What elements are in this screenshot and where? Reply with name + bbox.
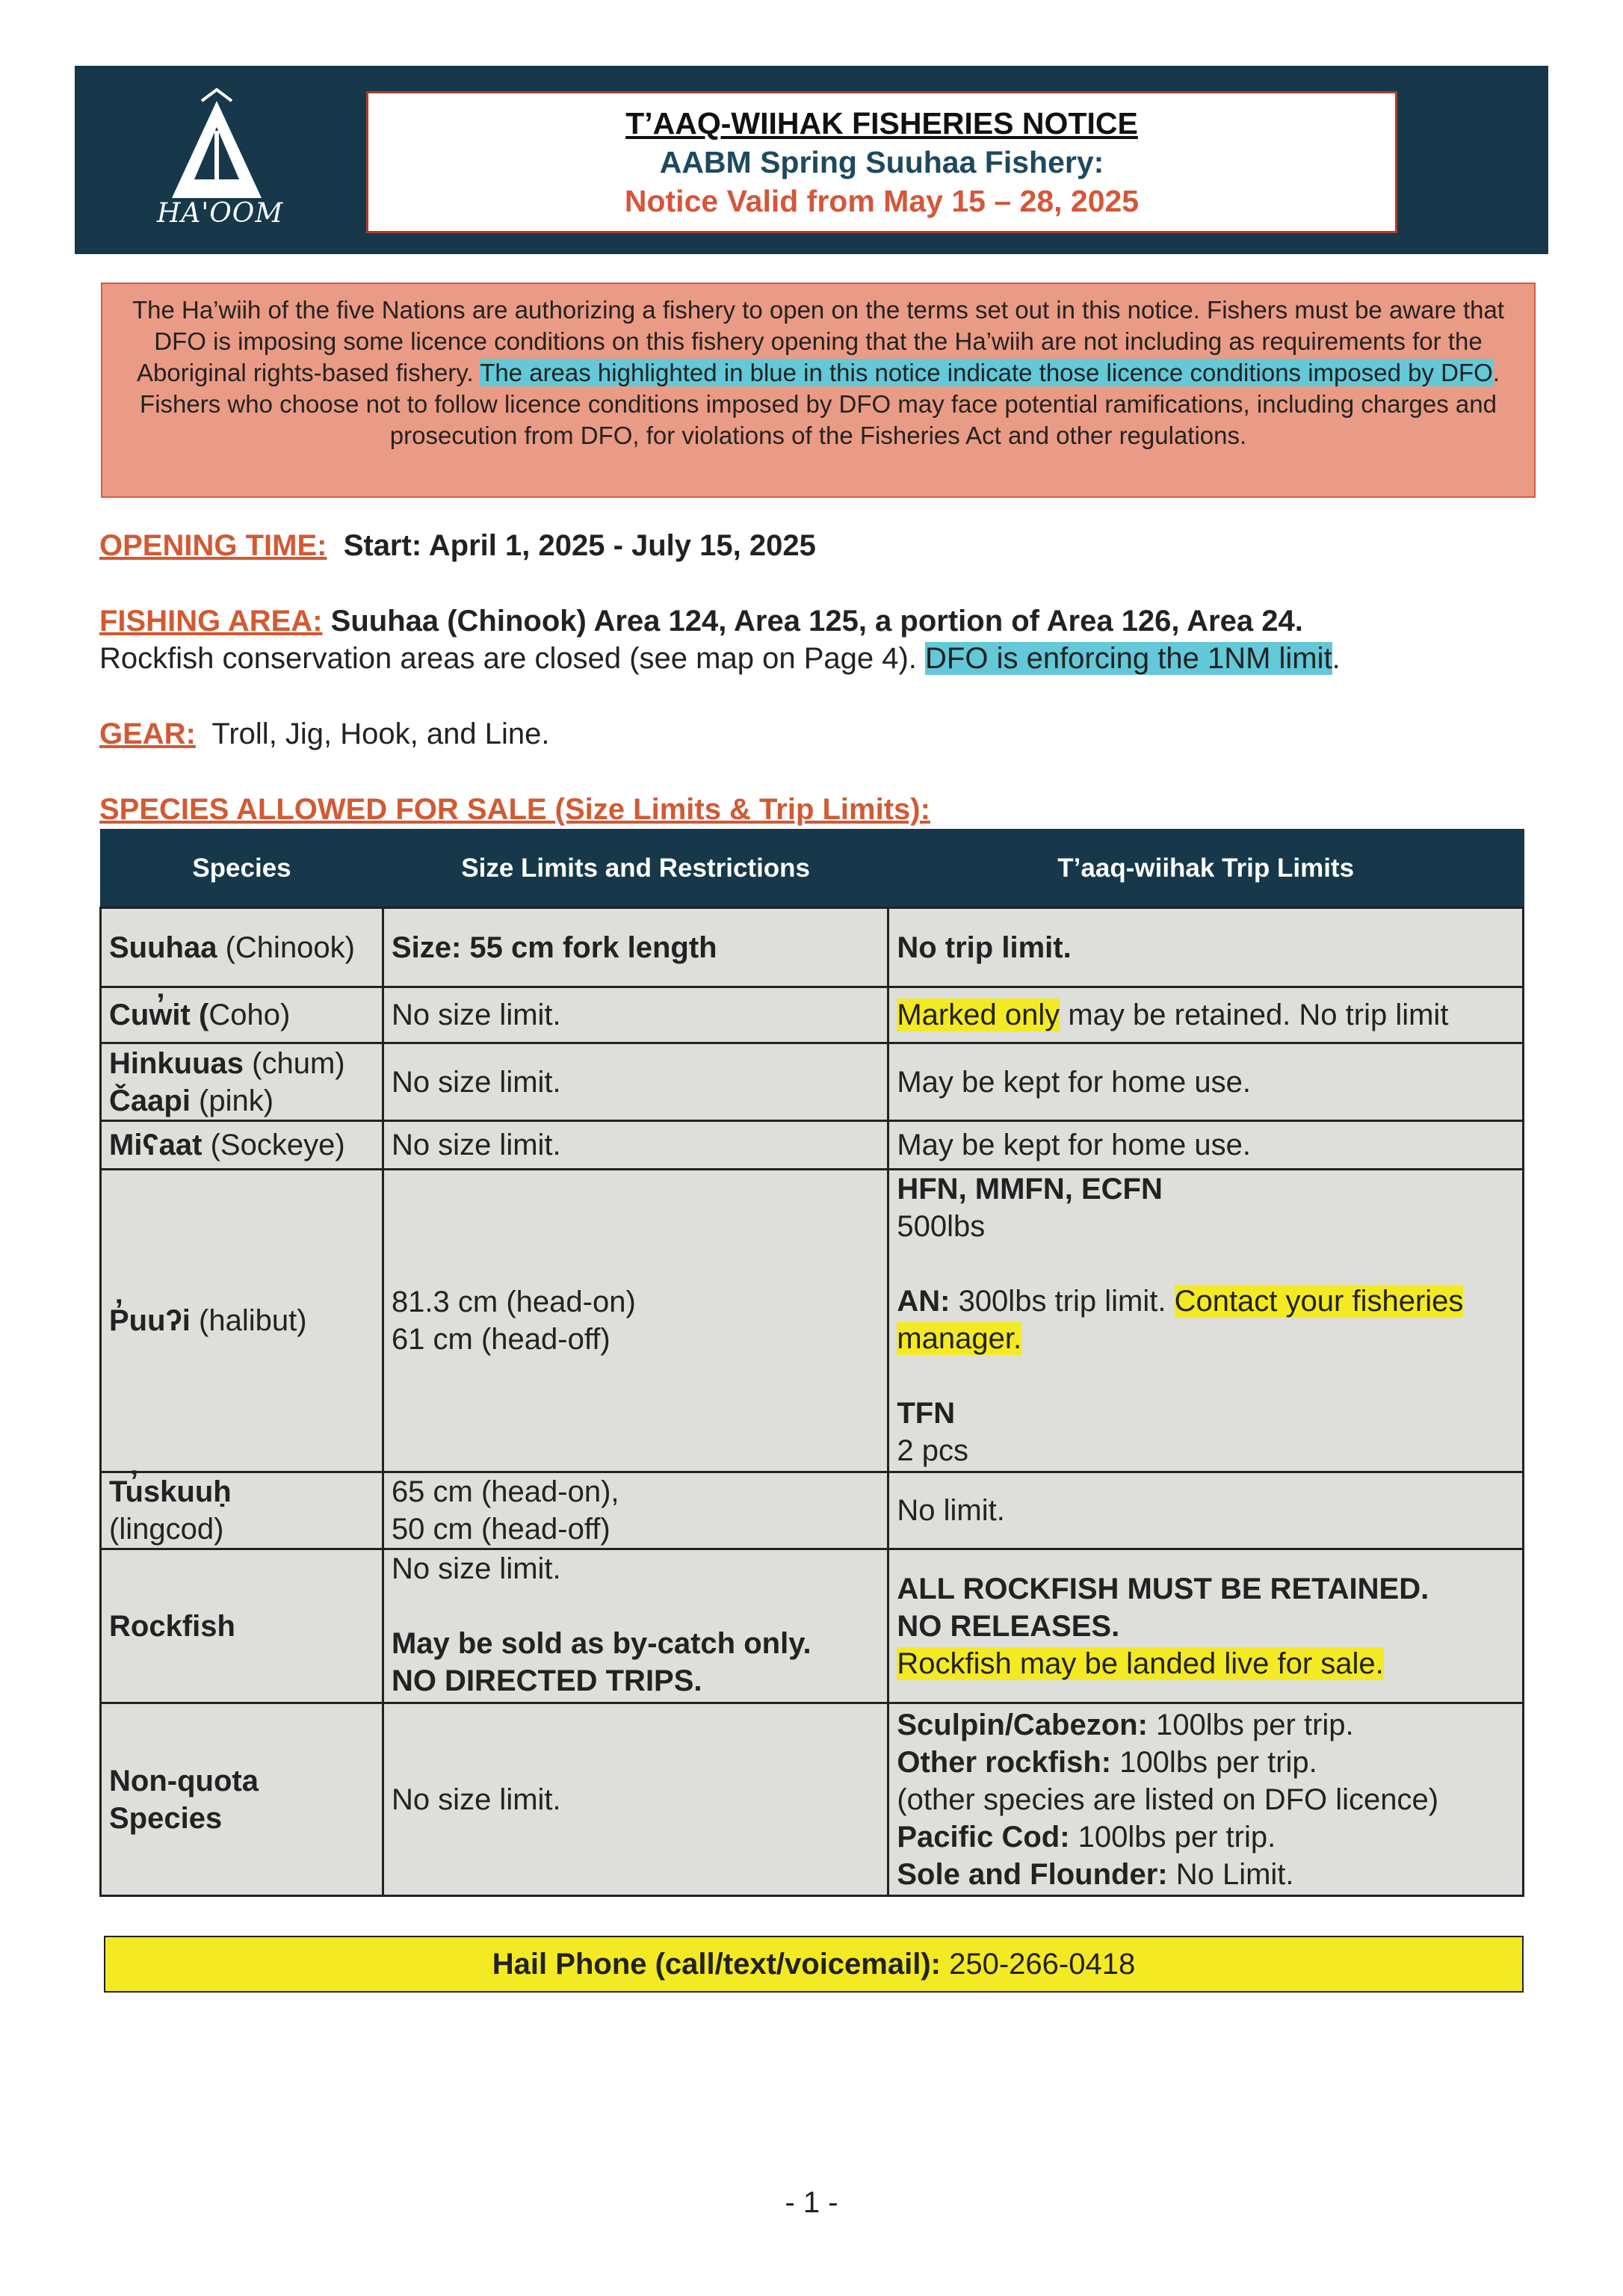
hail-phone-box — [104, 1936, 1524, 1993]
table-row — [101, 1703, 1524, 1896]
trip-limit: 100lbs per trip. — [1147, 1708, 1354, 1741]
area-value: Suuhaa (Chinook) Area 124, Area 125, a portion of Area 126, Area 24. — [330, 605, 1303, 638]
size-limit: 65 cm (head-on), — [391, 1475, 619, 1508]
trip-highlight: Marked only — [897, 999, 1060, 1031]
notice-title-box — [366, 91, 1397, 233]
size-limit: 81.3 cm (head-on) — [391, 1286, 636, 1318]
gear-label: GEAR: — [99, 718, 196, 750]
trip-species-label: Pacific Cod: — [897, 1820, 1070, 1854]
size-limit: No size limit. — [383, 1043, 888, 1121]
size-limit: No size limit. — [391, 1552, 561, 1585]
size-limit: 50 cm (head-off) — [391, 1513, 610, 1546]
intro-text-a: The Ha’wiih of the five Nations are authorizing a fishery to open on the terms set out in this notice. Fishers must be aware that DFO is imposing some licence conditions on this fishery opening that the Ha’wiih are not including as requirements for the Aboriginal rights-based fishery. — [132, 296, 1505, 386]
area-line2: Rockfish conservation areas are closed (see map on Page 4). — [99, 642, 926, 675]
haoom-logo-icon — [157, 86, 284, 235]
opening-time — [99, 527, 816, 564]
trip-limit: 300lbs trip limit. — [950, 1285, 1175, 1318]
species-name: Čaapi — [109, 1084, 191, 1117]
trip-limit: May be kept for home use. — [888, 1043, 1524, 1121]
trip-limit: ALL ROCKFISH MUST BE RETAINED. — [897, 1572, 1429, 1605]
species-heading — [99, 791, 930, 828]
table-row — [101, 1472, 1524, 1549]
species-name: Cuw̓it ( — [109, 999, 209, 1031]
species-common: (Sockeye) — [202, 1129, 345, 1161]
species-name: Rockfish — [101, 1549, 383, 1703]
trip-limit: 500lbs — [897, 1210, 986, 1243]
notice-title: T’AAQ-WIIHAK FISHERIES NOTICE — [625, 106, 1138, 141]
trip-nation-label: TFN — [897, 1397, 956, 1430]
trip-highlight: Contact your fisheries manager. — [897, 1285, 1464, 1355]
species-name: Miʕaat — [109, 1129, 203, 1161]
opening-value: Start: April 1, 2025 - July 15, 2025 — [343, 529, 816, 562]
area-blue-highlight: DFO is enforcing the 1NM limit — [925, 642, 1332, 675]
size-limit: No size limit. — [383, 987, 888, 1043]
table-row — [101, 987, 1524, 1043]
trip-limit: 100lbs per trip. — [1111, 1745, 1317, 1779]
species-heading-text: SPECIES ALLOWED FOR SALE (Size Limits & Trip Limits): — [99, 793, 930, 826]
trip-limit: No Limit. — [1167, 1857, 1294, 1891]
trip-limit: No trip limit. — [888, 908, 1524, 987]
table-row — [101, 1121, 1524, 1170]
species-name: P̓uuʔi — [109, 1304, 191, 1337]
size-limit: 61 cm (head-off) — [391, 1323, 610, 1356]
size-limit: No size limit. — [383, 1121, 888, 1170]
species-name: Tu̓skuuḥ — [109, 1475, 232, 1508]
trip-limit: No limit. — [888, 1472, 1524, 1549]
trip-limit: 100lbs per trip. — [1069, 1820, 1276, 1854]
trip-nation-label: AN: — [897, 1285, 950, 1318]
species-common: Coho) — [208, 999, 291, 1031]
logo-text: HA'OOM — [157, 198, 284, 229]
fishing-area — [99, 602, 1341, 677]
header-size-limits: Size Limits and Restrictions — [383, 830, 888, 908]
page-number: - 1 - — [785, 2186, 838, 2219]
intro-blue-highlight: The areas highlighted in blue in this notice indicate those licence conditions imposed by DFO — [480, 359, 1493, 386]
size-limit: Size: 55 cm fork length — [383, 908, 888, 987]
size-limit: No size limit. — [383, 1703, 888, 1896]
trip-limit: 2 pcs — [897, 1434, 968, 1467]
trip-species-label: Other rockfish: — [897, 1745, 1112, 1779]
gear-value: Troll, Jig, Hook, and Line. — [211, 718, 550, 750]
trip-note: (other species are listed on DFO licence) — [897, 1783, 1439, 1816]
trip-limit: NO RELEASES. — [897, 1609, 1120, 1643]
hail-label: Hail Phone (call/text/voicemail): — [492, 1948, 941, 1981]
size-restriction: May be sold as by-catch only. — [391, 1627, 812, 1660]
table-row — [101, 1549, 1524, 1703]
area-line2-end: . — [1332, 642, 1341, 675]
species-name: Suuhaa — [109, 931, 217, 964]
trip-limit: May be kept for home use. — [888, 1121, 1524, 1170]
intro-notice — [101, 283, 1536, 498]
species-name: Non-quota — [109, 1764, 259, 1797]
size-restriction: NO DIRECTED TRIPS. — [391, 1664, 702, 1697]
area-label: FISHING AREA: — [99, 605, 323, 638]
table-header-row — [101, 830, 1524, 908]
species-common: (chum) — [244, 1046, 345, 1080]
gear — [99, 715, 549, 753]
table-row — [101, 908, 1524, 987]
species-name: Hinkuuas — [109, 1046, 244, 1080]
hail-phone-number[interactable]: 250-266-0418 — [940, 1948, 1136, 1981]
header-species: Species — [101, 830, 383, 908]
species-common: (lingcod) — [109, 1513, 224, 1546]
header-trip-limits: T’aaq-wiihak Trip Limits — [888, 830, 1524, 908]
table-row — [101, 1170, 1524, 1472]
opening-label: OPENING TIME: — [99, 529, 327, 562]
trip-species-label: Sculpin/Cabezon: — [897, 1708, 1148, 1741]
trip-species-label: Sole and Flounder: — [897, 1857, 1168, 1891]
species-common: (Chinook) — [217, 931, 355, 964]
species-table — [99, 829, 1524, 1897]
table-row — [101, 1043, 1524, 1121]
fishery-name: AABM Spring Suuhaa Fishery: — [659, 145, 1104, 179]
trip-nations: HFN, MMFN, ECFN — [897, 1173, 1163, 1206]
intro-text-b: . Fishers who choose not to follow licence conditions imposed by DFO may face potential ramifications, including charges and prosecution from DFO, for violations of the Fisheries Act and other regulations. — [140, 359, 1500, 449]
species-name: Species — [109, 1801, 223, 1835]
species-common: (pink) — [190, 1084, 274, 1117]
trip-highlight: Rockfish may be landed live for sale. — [897, 1647, 1384, 1680]
trip-limit: may be retained. No trip limit — [1060, 999, 1449, 1031]
validity-dates: Notice Valid from May 15 – 28, 2025 — [624, 184, 1140, 218]
species-common: (halibut) — [190, 1304, 307, 1337]
